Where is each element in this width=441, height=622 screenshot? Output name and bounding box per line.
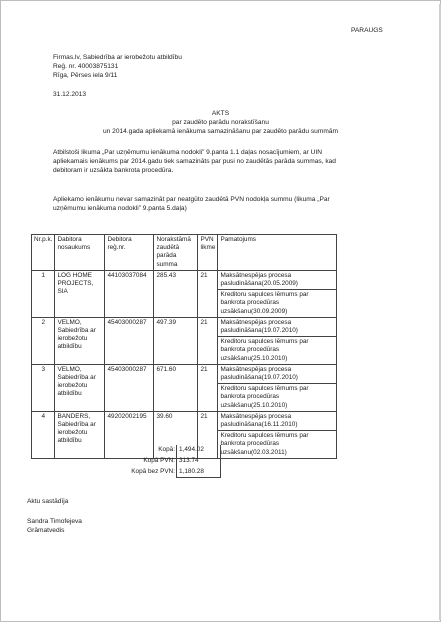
row-debtor-reg: 45403000287 xyxy=(105,364,154,411)
row-nr: 4 xyxy=(32,411,55,458)
row-debtor-name: VELMO, Sabiedrība ar ierobežotu atbildību xyxy=(55,364,105,411)
totals-box xyxy=(176,445,221,478)
total-net-value: 1,180.28 xyxy=(179,468,204,475)
row-basis-2: Kreditoru sapulces lēmums par bankrota procedūras uzsākšanu(02.03.2011) xyxy=(218,431,337,459)
row-basis-1: Maksātnespējas procesa pasludināšana(20.05.2009) xyxy=(218,270,337,289)
total-net-label: Kopā bez PVN: xyxy=(131,468,175,475)
row-pvn: 21 xyxy=(198,270,218,317)
col-header-basis: Pamatojums xyxy=(218,235,337,271)
signatory-name: Sandra Timofejeva xyxy=(27,518,82,525)
table-row xyxy=(32,270,337,289)
pvn-note-line-2: uzņēmumu ienākuma nodokli” 9.panta 5.daļa) xyxy=(53,205,187,212)
col-header-written-off: Norakstāmā zaudētā parāda summa xyxy=(154,235,198,271)
row-nr: 2 xyxy=(32,317,55,364)
row-sum: 39.60 xyxy=(154,411,198,458)
row-debtor-reg: 45403000287 xyxy=(105,317,154,364)
col-header-debtor-reg: Debitora reģ.nr. xyxy=(105,235,154,271)
row-nr: 3 xyxy=(32,364,55,411)
row-debtor-name: LOG HOME PROJECTS, SIA xyxy=(55,270,105,317)
signatory-role: Grāmatvedis xyxy=(27,527,65,534)
intro-line-2: apliekamais ienākums par 2014.gadu tiek samazināts par pusi no zaudētās parāda summas, kad xyxy=(53,158,336,165)
table-row xyxy=(32,411,337,430)
total-pvn-label: Kopā PVN: xyxy=(143,457,175,464)
table-header-row xyxy=(32,235,337,271)
total-value: 1,494.02 xyxy=(179,446,204,453)
row-debtor-reg: 49202002195 xyxy=(105,411,154,458)
compiled-by-label: Aktu sastādīja xyxy=(27,498,69,505)
row-debtor-name: BANDERS, Sabiedrība ar ierobežotu atbildību xyxy=(55,411,105,458)
row-sum: 285.43 xyxy=(154,270,198,317)
act-title: AKTS xyxy=(211,110,230,117)
col-header-debtor-name: Dabitora nosaukums xyxy=(55,235,105,271)
row-debtor-name: VELMO, Sabiedrība ar ierobežotu atbildību xyxy=(55,317,105,364)
pvn-note-line-1: Apliekamo ienākumu nevar samazināt par neatgūto zaudētā PVN nodokļa summu (likuma „Par xyxy=(53,196,330,203)
row-nr: 1 xyxy=(32,270,55,317)
col-header-nr: Nr.p.k. xyxy=(32,235,55,271)
row-basis-1: Maksātnespējas procesa pasludināšana(19.07.2010) xyxy=(218,317,337,336)
row-sum: 497.39 xyxy=(154,317,198,364)
debts-table xyxy=(31,234,337,459)
document-date: 31.12.2013 xyxy=(53,91,87,98)
company-reg: Reģ. nr. 40003875131 xyxy=(53,63,119,70)
total-label: Kopā: xyxy=(158,446,175,453)
row-basis-1: Maksātnespējas procesa pasludināšana(19.07.2010) xyxy=(218,364,337,383)
row-debtor-reg: 44103037084 xyxy=(105,270,154,317)
table-row xyxy=(32,364,337,383)
company-name: Firmas.lv, Sabiedrība ar ierobežotu atbildību xyxy=(53,54,182,61)
act-subtitle-1: par zaudēto parādu norakstīšanu xyxy=(172,119,269,126)
row-basis-2: Kreditoru sapulces lēmums par bankrota procedūras uzsākšanu(30.09.2009) xyxy=(218,290,337,318)
act-subtitle-2: un 2014.gada apliekamā ienākuma samazināšanu par zaudēto parādu summām xyxy=(103,128,338,135)
company-address: Rīga, Pērses iela 9/11 xyxy=(53,72,118,79)
row-basis-2: Kreditoru sapulces lēmums par bankrota procedūras uzsākšanu(25.10.2010) xyxy=(218,384,337,412)
col-header-pvn: PVN likme xyxy=(198,235,218,271)
row-pvn: 21 xyxy=(198,317,218,364)
row-pvn: 21 xyxy=(198,411,218,458)
row-basis-1: Maksātnespējas procesa pasludināšana(16.11.2010) xyxy=(218,411,337,430)
table-row xyxy=(32,317,337,336)
intro-line-3: debitoram ir uzsākta bankrota procedūra. xyxy=(53,167,174,174)
total-pvn-value: 313.74 xyxy=(179,457,199,464)
row-basis-2: Kreditoru sapulces lēmums par bankrota procedūras uzsākšanu(25.10.2010) xyxy=(218,337,337,365)
sample-label: PARAUGS xyxy=(351,27,383,34)
row-sum: 671.60 xyxy=(154,364,198,411)
intro-line-1: Atbilstoši likuma „Par uzņēmumu ienākuma nodokli” 9.panta 1.1 daļas nosacījumiem, ar UIN xyxy=(53,149,323,156)
row-pvn: 21 xyxy=(198,364,218,411)
